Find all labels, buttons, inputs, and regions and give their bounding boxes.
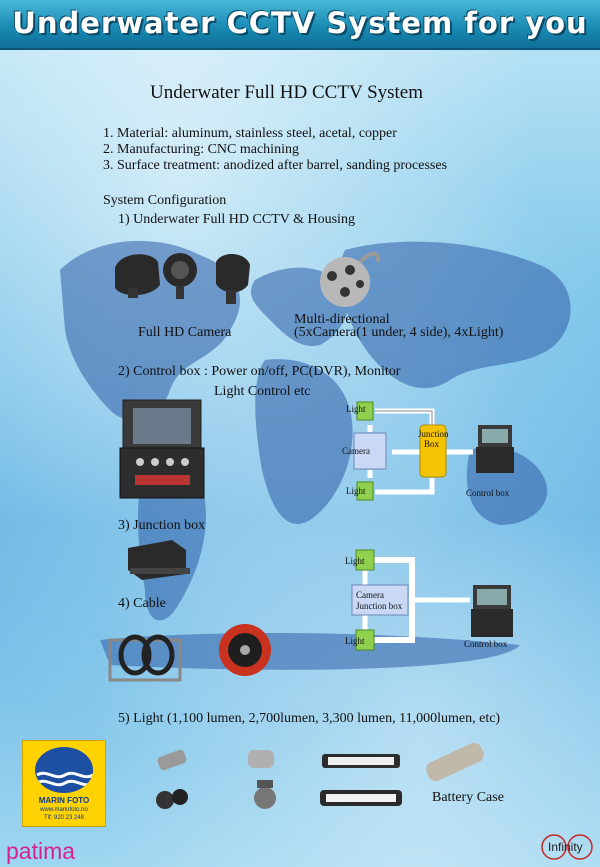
banner-title: Underwater CCTV System for you xyxy=(12,6,588,40)
section-camera-heading: 1) Underwater Full HD CCTV & Housing xyxy=(118,212,355,227)
diagram1-light-bottom: Light xyxy=(346,486,366,496)
section-cable-heading: 4) Cable xyxy=(118,596,166,611)
logo-website: www.marinfoto.no xyxy=(40,807,88,813)
diagram1-junction-line1: Junction xyxy=(418,429,449,439)
wiring-diagram-1 xyxy=(354,402,473,500)
camera-icon xyxy=(115,253,250,304)
wiring-diagram-2 xyxy=(352,550,470,650)
diagram2-camera-line1: Camera xyxy=(356,590,384,600)
diagram1-junction-line2: Box xyxy=(424,439,440,449)
diagram1-control-box: Control box xyxy=(466,488,510,498)
wave-logo-icon xyxy=(35,747,93,793)
logo-name: MARIN FOTO xyxy=(38,796,90,805)
multi-directional-label: Multi-directional xyxy=(294,312,390,327)
battery-case-label: Battery Case xyxy=(432,790,504,805)
infinity-brand: Infinity xyxy=(548,840,583,854)
config-heading: System Configuration xyxy=(103,193,227,208)
control-box-icon xyxy=(120,400,204,498)
cable-icon xyxy=(110,624,271,680)
section-control-subheading: Light Control etc xyxy=(214,384,311,399)
marin-foto-logo xyxy=(22,740,106,827)
section-control-heading: 2) Control box : Power on/off, PC(DVR), Monitor xyxy=(118,364,401,379)
diagram2-light-bottom: Light xyxy=(345,636,365,646)
multi-directional-camera-icon xyxy=(320,254,378,307)
spec-line-manufacturing: 2. Manufacturing: CNC machining xyxy=(103,142,299,157)
diagram2-camera-line2: Junction box xyxy=(356,601,403,611)
junction-box-icon xyxy=(128,540,190,580)
multi-directional-detail: (5xCamera(1 under, 4 side), 4xLight) xyxy=(294,325,504,340)
section-junction-heading: 3) Junction box xyxy=(118,518,206,533)
diagram2-light-top: Light xyxy=(345,556,365,566)
diagram1-camera: Camera xyxy=(342,446,370,456)
control-box-small-icon xyxy=(471,425,514,637)
logo-phone: Tlf: 920 23 248 xyxy=(43,815,85,821)
camera-label: Full HD Camera xyxy=(138,325,232,340)
diagram2-control-box: Control box xyxy=(464,639,508,649)
spec-line-material: 1. Material: aluminum, stainless steel, acetal, copper xyxy=(103,126,397,141)
section-light-heading: 5) Light (1,100 lumen, 2,700lumen, 3,300 lumen, 11,000lumen, etc) xyxy=(118,711,501,726)
spec-line-surface: 3. Surface treatment: anodized after barrel, sanding processes xyxy=(103,158,448,173)
page-title: Underwater Full HD CCTV System xyxy=(150,82,424,103)
patima-brand: patima xyxy=(6,838,76,864)
diagram1-light-top: Light xyxy=(346,404,366,414)
